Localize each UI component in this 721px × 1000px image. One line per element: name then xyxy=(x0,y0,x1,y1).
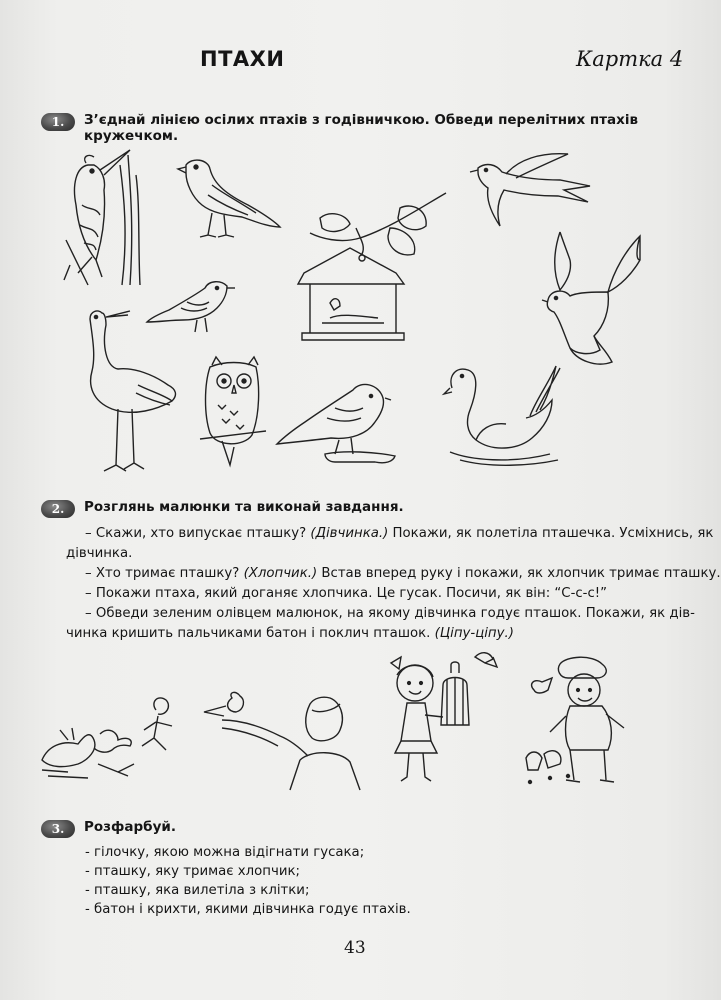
task-number-badge: 3. xyxy=(41,820,75,838)
swallow-icon xyxy=(470,150,595,230)
task-2-line: – Обведи зеленим олівцем малюнок, на якому дівчинка годує пташок. Покажи, як дів- xyxy=(85,606,695,621)
man-holding-bird-icon xyxy=(200,690,365,790)
girl-with-birdcage-icon xyxy=(385,645,505,790)
girl-feeding-birds-icon xyxy=(520,650,670,795)
task-number-badge: 2. xyxy=(41,500,75,518)
goose-chasing-boy-icon xyxy=(38,690,188,790)
dove-icon xyxy=(540,230,645,370)
task-3-instruction: Розфарбуй. xyxy=(84,819,176,835)
task-2-line: – Покажи птаха, який доганяє хлопчика. Це гусак. Посичи, як він: “С-с-с!” xyxy=(85,586,608,601)
crow-icon xyxy=(178,155,283,240)
task-2-line: дівчинка. xyxy=(66,546,133,561)
page-title: ПТАХИ xyxy=(200,47,285,71)
page-number: 43 xyxy=(344,938,366,958)
task-3-item: - пташку, яку тримає хлопчик; xyxy=(85,864,300,879)
task-number-badge: 1. xyxy=(41,113,75,131)
bird-feeder-icon xyxy=(300,188,450,343)
task-3-item: - гілочку, якою можна відігнати гусака; xyxy=(85,845,365,860)
owl-icon xyxy=(200,355,270,470)
task-2-instruction: Розглянь малюнки та виконай завдання. xyxy=(84,499,404,515)
card-number: Картка 4 xyxy=(576,47,684,71)
swan-icon xyxy=(440,360,565,475)
task-2-line: – Скажи, хто випускає пташку? (Дівчинка.) Покажи, як полетіла пташечка. Усміхнись, як xyxy=(85,526,714,541)
task-3-item: - пташку, яка вилетіла з клітки; xyxy=(85,883,310,898)
task-3-item: - батон і крихти, якими дівчинка годує птахів. xyxy=(85,902,411,917)
sparrow-icon xyxy=(147,280,237,335)
tit-icon xyxy=(275,378,400,468)
woodpecker-icon xyxy=(58,145,148,290)
task-2-line: – Хто тримає пташку? (Хлопчик.) Встав вперед руку і покажи, як хлопчик тримає пташку. xyxy=(85,566,721,581)
task-1-instruction: З’єднай лінією осілих птахів з годівничкою. Обведи перелітних птахів кружечком. xyxy=(84,112,639,144)
task-2-line: чинка кришить пальчиками батон і поклич пташок. (Ціпу-ціпу.) xyxy=(66,626,514,641)
